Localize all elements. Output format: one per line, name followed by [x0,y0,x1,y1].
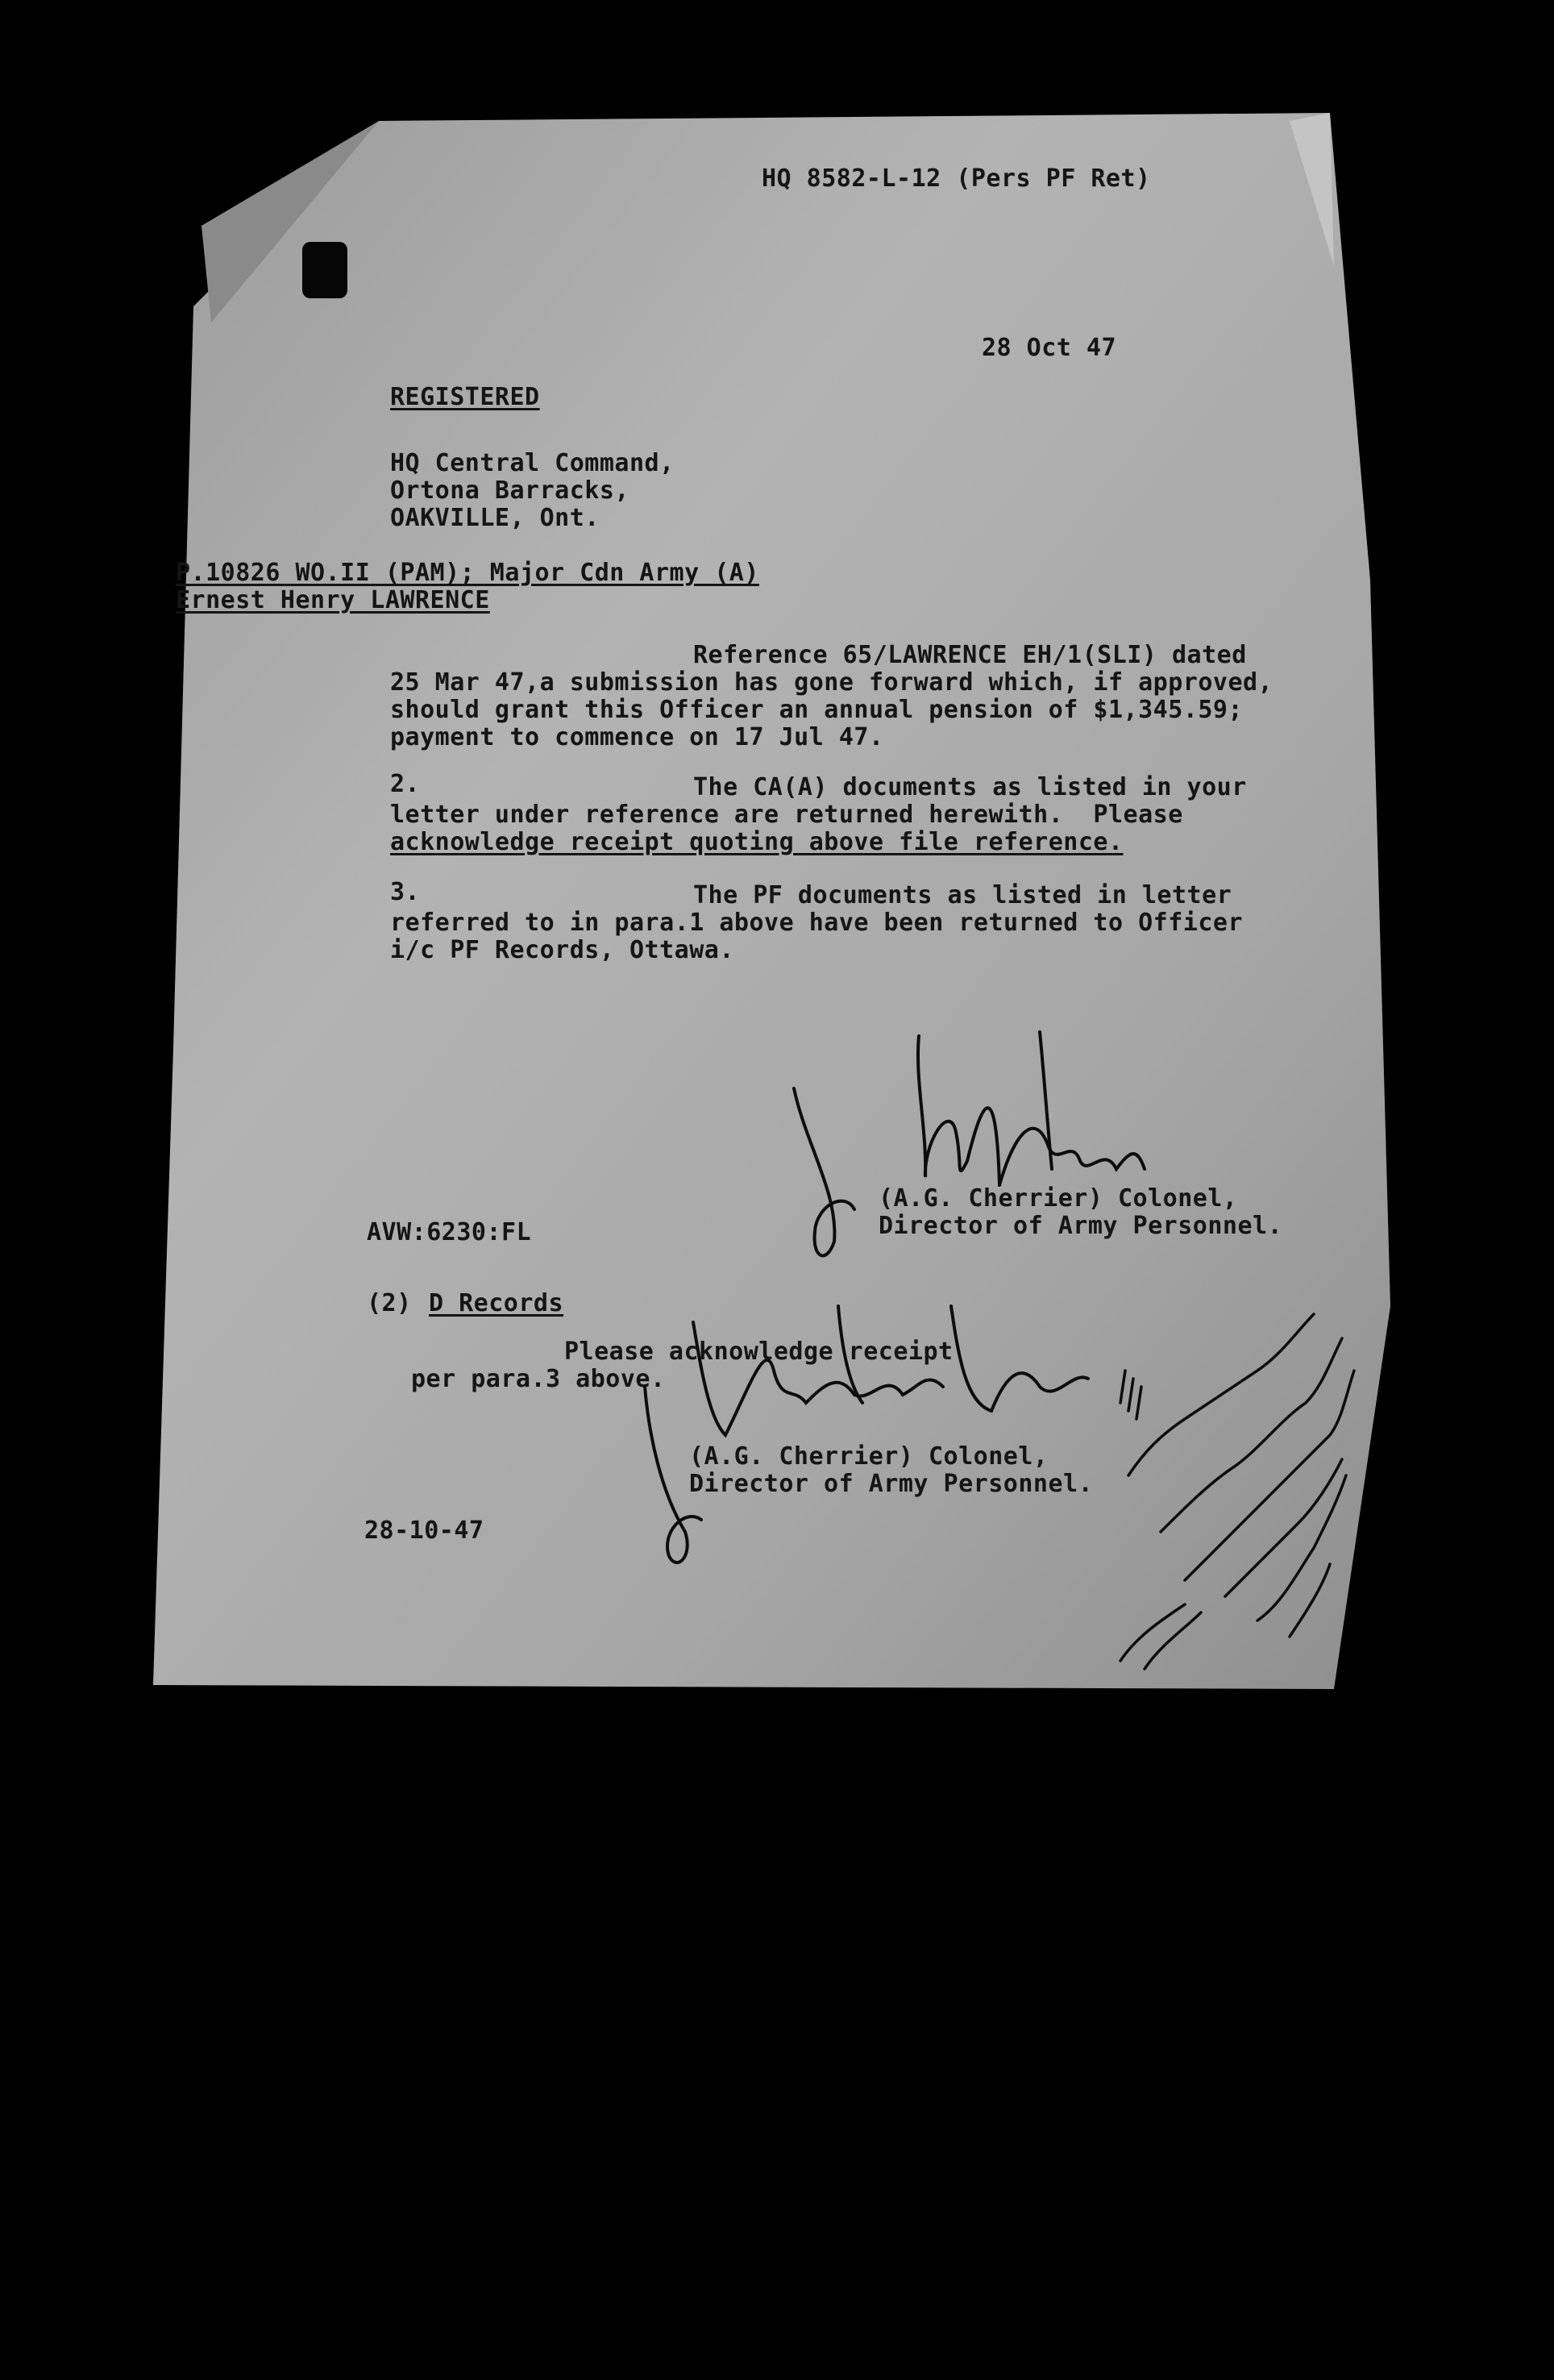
para3-line-2: referred to in para.1 above have been returned to Officer [390,909,1244,937]
addressee-line-1: HQ Central Command, [390,449,675,477]
para2-number: 2. [390,770,421,798]
para2-line-1: The CA(A) documents as listed in your [693,773,1247,801]
para1-line-3: should grant this Officer an annual pension of $1,345.59; [390,696,1244,724]
copy-note-line-2: per para.3 above. [411,1365,666,1393]
para1-line-4: payment to commence on 17 Jul 47. [390,723,884,751]
subject-line-2: Ernest Henry LAWRENCE [176,586,490,614]
copy-to-recipient: D Records [429,1289,564,1317]
para3-line-1: The PF documents as listed in letter [693,881,1232,909]
addressee-line-3: OAKVILLE, Ont. [390,504,600,532]
registered-label: REGISTERED [390,383,540,411]
signature1-name: (A.G. Cherrier) Colonel, [879,1184,1238,1213]
typist-initials: AVW:6230:FL [367,1218,532,1246]
para2-line-2: letter under reference are returned herewith. Please [390,801,1183,829]
subject-line-1: P.10826 WO.II (PAM); Major Cdn Army (A) [176,559,759,587]
para3-number: 3. [390,878,421,906]
copy-to-prefix: (2) [367,1289,427,1317]
copy-note-line-1: Please acknowledge receipt [564,1338,954,1366]
letter-date: 28 Oct 47 [982,334,1117,362]
signature2-title: Director of Army Personnel. [689,1470,1094,1498]
footer-date: 28-10-47 [364,1517,484,1545]
signature2-name: (A.G. Cherrier) Colonel, [689,1442,1049,1471]
file-reference: HQ 8582-L-12 (Pers PF Ret) [762,164,1151,193]
para1-line-2: 25 Mar 47,a submission has gone forward which, if approved, [390,668,1274,697]
addressee-line-2: Ortona Barracks, [390,476,629,505]
para1-line-1: Reference 65/LAWRENCE EH/1(SLI) dated [693,641,1247,669]
signature1-title: Director of Army Personnel. [879,1212,1283,1240]
para3-line-3: i/c PF Records, Ottawa. [390,936,734,964]
para2-line-3: acknowledge receipt quoting above file reference. [390,828,1124,856]
